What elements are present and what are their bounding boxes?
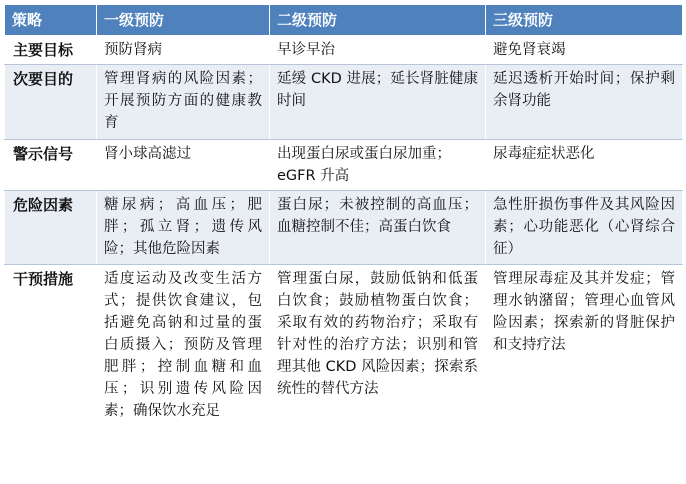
row-label-interventions: 干预措施: [5, 265, 97, 484]
table-cell: 糖尿病；高血压；肥胖；孤立肾；遗传风险；其他危险因素: [97, 191, 270, 265]
row-label-risk-factors: 危险因素: [5, 191, 97, 265]
table-cell: 尿毒症症状恶化: [486, 140, 683, 191]
header-strategy: 策略: [5, 5, 97, 36]
prevention-strategy-table: [4, 4, 683, 484]
row-label-main-goal: 主要目标: [5, 36, 97, 65]
table-cell: 延缓 CKD 进展；延长肾脏健康时间: [270, 65, 486, 140]
row-label-secondary-purpose: 次要目的: [5, 65, 97, 140]
table-cell: 蛋白尿；未被控制的高血压；血糖控制不佳；高蛋白饮食: [270, 191, 486, 265]
header-primary-prevention: 一级预防: [97, 5, 270, 36]
table-row: [5, 265, 683, 484]
table-cell: 肾小球高滤过: [97, 140, 270, 191]
table-row: [5, 191, 683, 265]
table-cell: 避免肾衰竭: [486, 36, 683, 65]
table-cell: 延迟透析开始时间；保护剩余肾功能: [486, 65, 683, 140]
table-row: [5, 36, 683, 65]
table-cell: 出现蛋白尿或蛋白尿加重；eGFR 升高: [270, 140, 486, 191]
table-header-row: [5, 5, 683, 36]
table-cell: 管理肾病的风险因素；开展预防方面的健康教育: [97, 65, 270, 140]
table-cell: 管理蛋白尿，鼓励低钠和低蛋白饮食；鼓励植物蛋白饮食；采取有效的药物治疗；采取有针对性的治疗方法；识别和管理其他 CKD 风险因素；探索系统性的替代方法: [270, 265, 486, 484]
table-cell: 预防肾病: [97, 36, 270, 65]
table-cell: 管理尿毒症及其并发症；管理水钠潴留；管理心血管风险因素；探索新的肾脏保护和支持疗法: [486, 265, 683, 484]
table-row: [5, 65, 683, 140]
table-cell: 急性肝损伤事件及其风险因素；心功能恶化（心肾综合征）: [486, 191, 683, 265]
table-cell: 早诊早治: [270, 36, 486, 65]
header-tertiary-prevention: 三级预防: [486, 5, 683, 36]
table-row: [5, 140, 683, 191]
header-secondary-prevention: 二级预防: [270, 5, 486, 36]
row-label-warning-signal: 警示信号: [5, 140, 97, 191]
table-cell: 适度运动及改变生活方式；提供饮食建议，包括避免高钠和过量的蛋白质摄入；预防及管理肥胖；控制血糖和血压；识别遗传风险因素；确保饮水充足: [97, 265, 270, 484]
